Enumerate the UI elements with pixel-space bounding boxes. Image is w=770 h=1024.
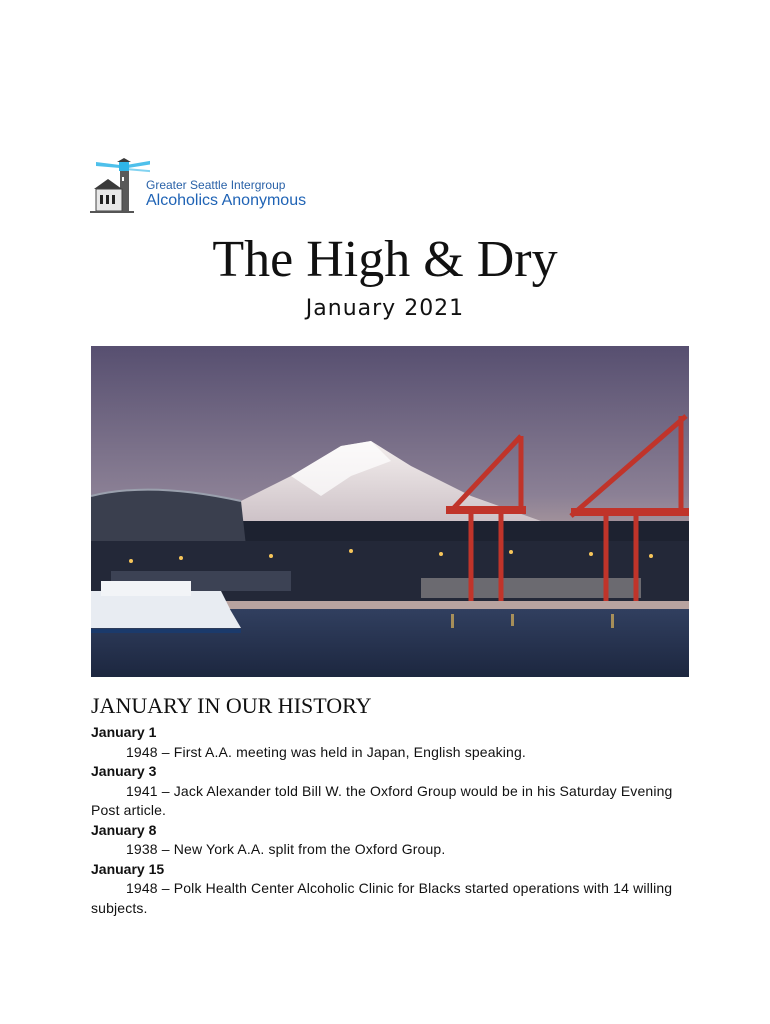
newsletter-title: The High & Dry [212,231,558,288]
lighthouse-icon [90,157,150,215]
history-heading: JANUARY IN OUR HISTORY [91,693,372,718]
org-logo [90,157,330,215]
history-date: January 3 [91,763,157,779]
history-event: 1948 – Polk Health Center Alcoholic Clinic for Blacks started operations with 14 willing subjects. [91,880,673,916]
history-date: January 15 [91,860,165,877]
history-date: January 8 [91,821,157,838]
logo-org-line1: Greater Seattle Intergroup [146,178,286,192]
history-event: 1938 – New York A.A. split from the Oxford Group. [126,841,446,857]
issue-date: January 2021 [305,296,465,321]
logo-org-line2: Alcoholics Anonymous [146,192,307,209]
history-list [91,723,691,918]
history-event: 1941 – Jack Alexander told Bill W. the Oxford Group would be in his Saturday Evening Post article. [91,782,673,818]
mountain-harbor-photo [91,346,689,677]
history-date: January 1 [91,724,157,740]
history-event: 1948 – First A.A. meeting was held in Japan, English speaking. [126,743,526,760]
